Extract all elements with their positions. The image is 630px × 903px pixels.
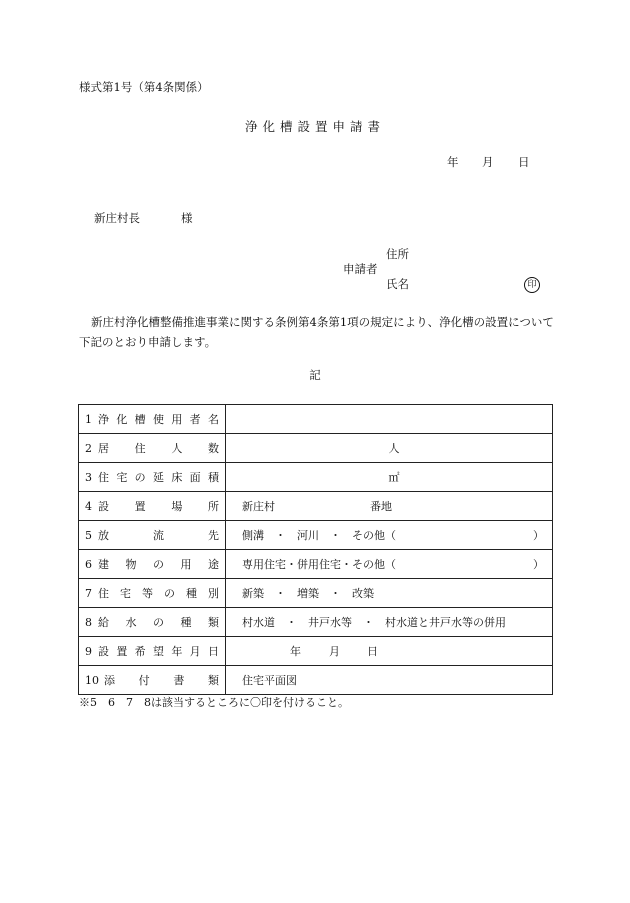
row-label: 建物の用途 xyxy=(98,558,219,571)
row-number: 5 xyxy=(85,528,92,542)
row-value: 新築 ・ 増築 ・ 改築 xyxy=(242,587,374,600)
floor-area-field[interactable] xyxy=(226,463,553,492)
row-number: 9 xyxy=(85,644,92,658)
row-label-cell xyxy=(79,463,226,492)
table-row xyxy=(79,550,553,579)
row-label-cell xyxy=(79,608,226,637)
banchi-label: 番地 xyxy=(370,500,392,513)
desired-date-field[interactable] xyxy=(226,637,553,666)
row-label-cell xyxy=(79,492,226,521)
row-number: 8 xyxy=(85,615,92,629)
housing-type-field[interactable] xyxy=(226,579,553,608)
addressee-honorific: 様 xyxy=(181,211,193,225)
close-paren: ） xyxy=(533,529,544,542)
form-number: 様式第1号（第4条関係） xyxy=(79,80,209,94)
application-table xyxy=(78,404,553,695)
building-use-field[interactable] xyxy=(226,550,553,579)
date-year: 年 xyxy=(447,155,459,169)
table-row xyxy=(79,579,553,608)
row-label-cell xyxy=(79,550,226,579)
row-label: 居住人数 xyxy=(98,442,219,455)
date-month: 月 xyxy=(482,155,494,169)
row-value: ㎡ xyxy=(388,471,400,484)
water-supply-field[interactable] xyxy=(226,608,553,637)
address-label: 住所 xyxy=(386,247,409,261)
name-label: 氏名 xyxy=(386,277,409,291)
table-row xyxy=(79,637,553,666)
table-row xyxy=(79,666,553,695)
row-label-cell xyxy=(79,666,226,695)
row-value: 側溝 ・ 河川 ・ その他（ xyxy=(242,529,396,542)
date-day: 日 xyxy=(518,155,530,169)
footnote: ※5 6 7 8は該当するところに〇印を付けること。 xyxy=(79,696,349,709)
residents-count-field[interactable] xyxy=(226,434,553,463)
seal-mark: 印 xyxy=(524,277,540,293)
row-value: 村水道 ・ 井戸水等 ・ 村水道と井戸水等の併用 xyxy=(242,616,506,629)
installation-location-field[interactable] xyxy=(226,492,553,521)
day-label: 日 xyxy=(367,645,378,658)
row-number: 10 xyxy=(85,673,99,687)
row-label: 添付書類 xyxy=(104,674,219,687)
table-row xyxy=(79,608,553,637)
year-label: 年 xyxy=(290,645,301,658)
addressee-name: 新庄村長 xyxy=(94,211,140,225)
row-label: 放流先 xyxy=(98,529,219,542)
document-title: 浄化槽設置申請書 xyxy=(244,119,385,134)
row-value: 人 xyxy=(388,442,400,455)
row-label: 住宅の延床面積 xyxy=(98,471,219,484)
row-label-cell xyxy=(79,521,226,550)
row-value: 住宅平面図 xyxy=(242,674,297,687)
table-row xyxy=(79,492,553,521)
septic-user-name-field[interactable] xyxy=(226,405,553,434)
row-number: 1 xyxy=(85,412,92,426)
attachments-field[interactable] xyxy=(226,666,553,695)
row-value: 専用住宅・併用住宅・その他（ xyxy=(242,558,396,571)
discharge-destination-field[interactable] xyxy=(226,521,553,550)
row-label-cell xyxy=(79,579,226,608)
row-number: 3 xyxy=(85,470,92,484)
row-number: 2 xyxy=(85,441,92,455)
ki-heading: 記 xyxy=(309,368,321,382)
row-label: 給水の種類 xyxy=(98,616,219,629)
table-row xyxy=(79,521,553,550)
row-number: 6 xyxy=(85,557,92,571)
body-text: 新庄村浄化槽整備推進事業に関する条例第4条第1項の規定により、浄化槽の設置について下記のとおり申請します。 xyxy=(79,315,554,349)
table-row xyxy=(79,463,553,492)
row-label: 浄化槽使用者名 xyxy=(98,413,219,426)
row-number: 4 xyxy=(85,499,92,513)
row-label-cell xyxy=(79,405,226,434)
village-name: 新庄村 xyxy=(242,500,275,513)
close-paren: ） xyxy=(533,558,544,571)
row-label: 住宅等の種別 xyxy=(98,587,219,600)
month-label: 月 xyxy=(329,645,340,658)
row-label-cell xyxy=(79,434,226,463)
applicant-label: 申請者 xyxy=(343,262,378,276)
row-label: 設置希望年月日 xyxy=(98,645,219,658)
row-number: 7 xyxy=(85,586,92,600)
table-row xyxy=(79,434,553,463)
row-label-cell xyxy=(79,637,226,666)
row-label: 設置場所 xyxy=(98,500,219,513)
table-row xyxy=(79,405,553,434)
